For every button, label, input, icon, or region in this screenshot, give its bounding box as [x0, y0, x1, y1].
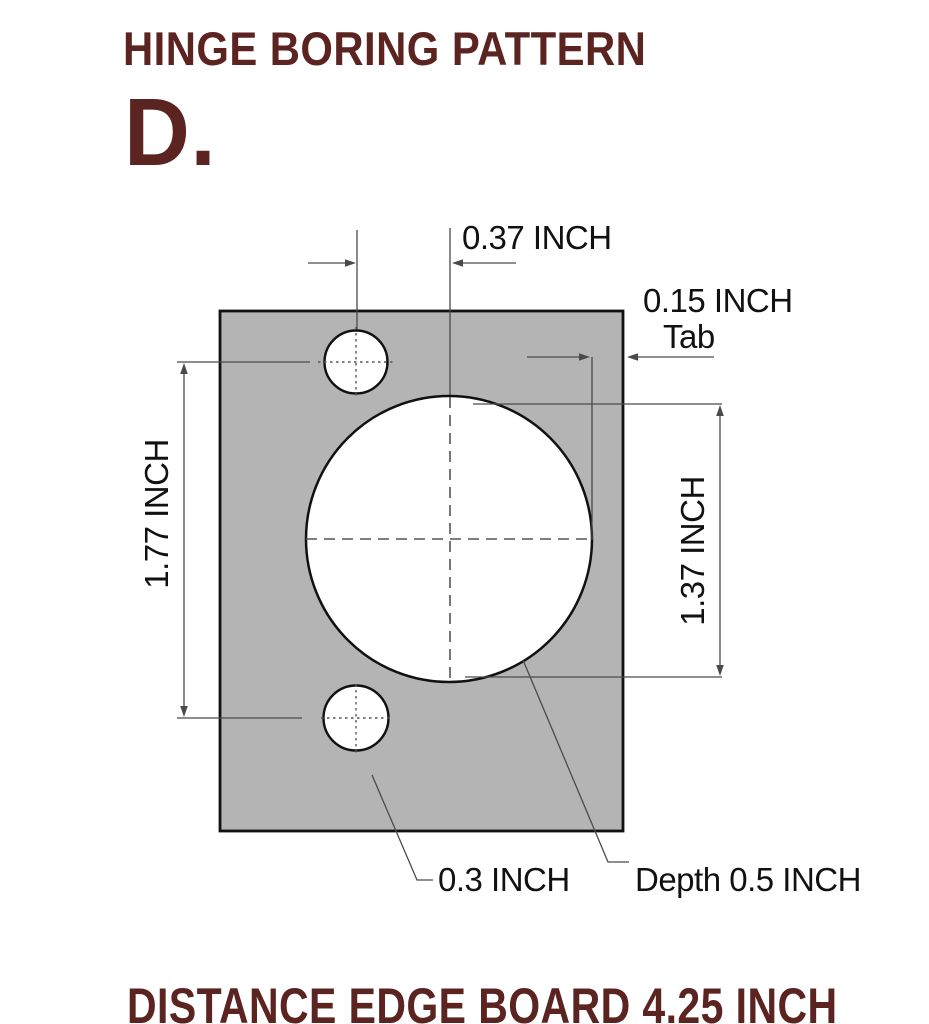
footer-note: DISTANCE EDGE BOARD 4.25 INCH — [127, 978, 838, 1024]
dim-offset-right-arrowhead — [452, 259, 463, 267]
label-screw-hole-diameter: 0.3 INCH — [438, 861, 570, 898]
label-tab-word: Tab — [663, 318, 715, 355]
spacing-bottom-arrowhead — [180, 706, 188, 717]
label-center-offset: 0.37 INCH — [462, 219, 612, 256]
dim-center-offset — [308, 219, 612, 267]
spacing-top-arrowhead — [180, 363, 188, 374]
tab-left-arrowhead — [627, 353, 638, 361]
cup-bottom-arrowhead — [716, 665, 724, 676]
pattern-letter: D. — [124, 79, 217, 186]
cup-top-arrowhead — [716, 405, 724, 416]
label-cup-diameter: 1.37 INCH — [674, 476, 711, 626]
label-tab-value: 0.15 INCH — [643, 282, 793, 319]
page-title: HINGE BORING PATTERN — [123, 22, 647, 75]
label-screw-spacing: 1.77 INCH — [138, 439, 175, 589]
dim-offset-left-arrowhead — [345, 259, 356, 267]
label-cup-depth: Depth 0.5 INCH — [635, 861, 861, 898]
